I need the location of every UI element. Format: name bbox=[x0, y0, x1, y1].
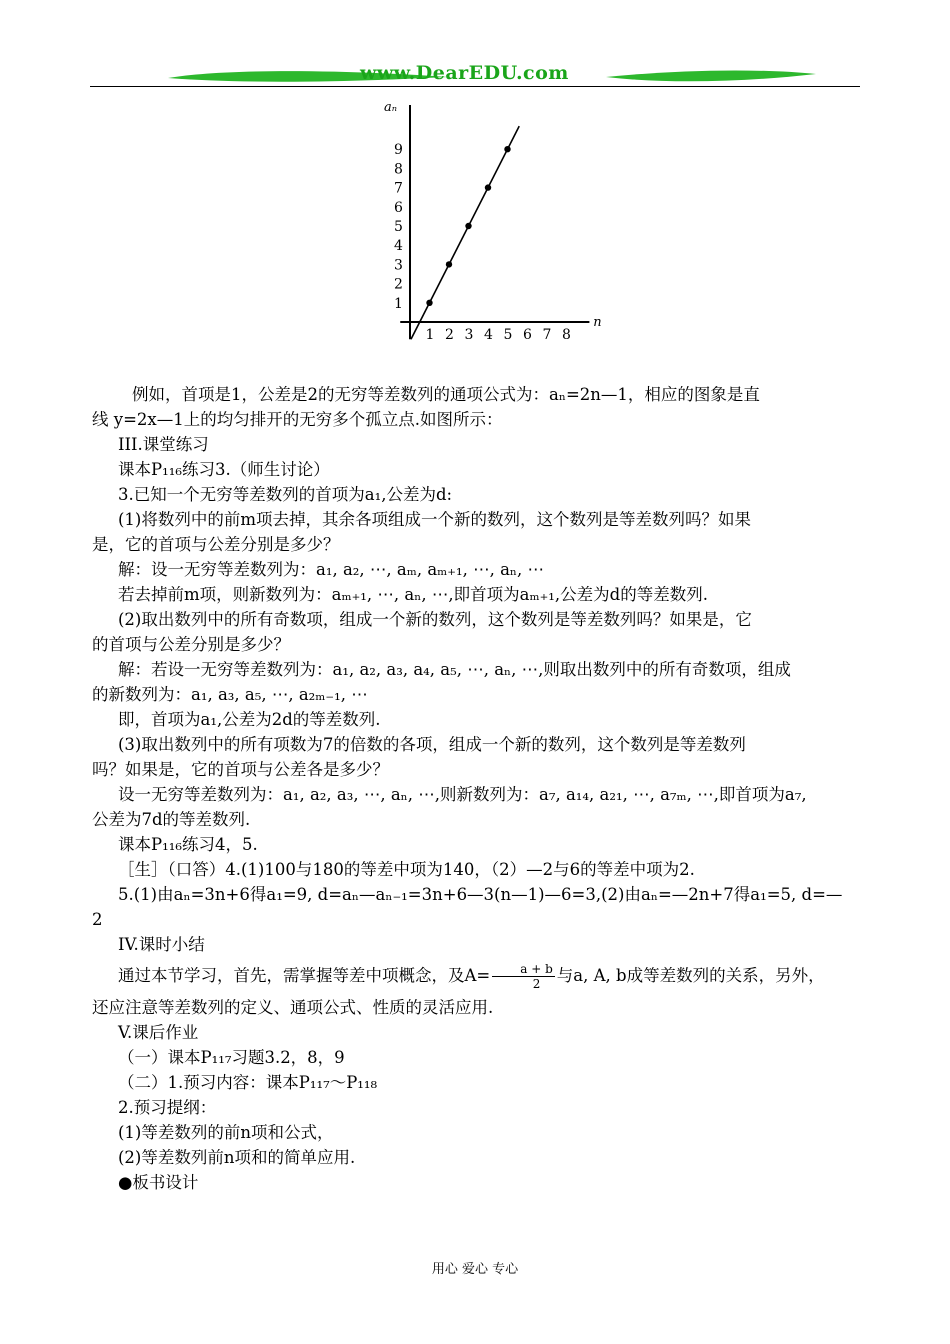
paragraph-line: 即，首项为a₁,公差为2d的等差数列. bbox=[118, 710, 381, 729]
section-heading: III.课堂练习 bbox=[118, 435, 209, 454]
fraction-formula bbox=[492, 962, 555, 991]
y-tick-label: 5 bbox=[394, 219, 403, 235]
document-body bbox=[92, 382, 862, 1195]
paragraph-line: 吗？如果是，它的首项与公差各是多少？ bbox=[92, 760, 389, 779]
x-tick-label: 7 bbox=[542, 327, 552, 343]
y-tick-label: 2 bbox=[394, 276, 403, 293]
y-axis-label: aₙ bbox=[384, 100, 398, 116]
x-tick-label: 1 bbox=[425, 327, 435, 343]
paragraph-line: 2.预习提纲： bbox=[118, 1098, 217, 1117]
sequence-chart bbox=[370, 92, 610, 372]
fraction-denominator: 2 bbox=[532, 977, 541, 991]
paragraph-line: 公差为7d的等差数列. bbox=[92, 810, 251, 829]
header-rule bbox=[90, 86, 860, 87]
paragraph-line bbox=[92, 957, 862, 995]
section-heading: IV.课时小结 bbox=[118, 935, 205, 954]
page-footer: 用心 爱心 专心 bbox=[431, 1262, 519, 1277]
data-point bbox=[426, 300, 432, 306]
y-tick-label: 4 bbox=[394, 238, 403, 255]
x-tick-label: 5 bbox=[503, 327, 513, 343]
x-tick-label: 6 bbox=[523, 327, 532, 343]
paragraph-line: (1)等差数列的前n项和公式， bbox=[118, 1123, 334, 1142]
section-heading: ●板书设计 bbox=[118, 1173, 199, 1192]
summary-text-after: 与a, A, b成等差数列的关系，另外， bbox=[556, 966, 825, 985]
data-point bbox=[504, 146, 510, 152]
y-tick-label: 3 bbox=[394, 257, 403, 274]
paragraph-line: (1)将数列中的前m项去掉，其余各项组成一个新的数列，这个数列是等差数列吗？如果 bbox=[118, 510, 752, 529]
paragraph-line: （一）课本P₁₁₇习题3.2，8，9 bbox=[118, 1048, 345, 1067]
data-point bbox=[446, 261, 452, 267]
paragraph-line: 的首项与公差分别是多少？ bbox=[92, 635, 290, 654]
paragraph-line: (2)等差数列前n项和的简单应用. bbox=[118, 1148, 356, 1167]
paragraph-line: 解：若设一无穷等差数列为：a₁, a₂, a₃, a₄, a₅, ⋯, aₙ, ⋯,则取出数列中的所有奇数项，组成 bbox=[118, 660, 791, 679]
right-leaf-decoration bbox=[606, 68, 816, 84]
paragraph-line: 的新数列为：a₁, a₃, a₅, ⋯, a₂ₘ₋₁, ⋯ bbox=[92, 685, 368, 704]
paragraph-line: 课本P₁₁₆练习4，5. bbox=[118, 835, 258, 854]
data-point bbox=[485, 184, 491, 190]
x-tick-label: 3 bbox=[464, 327, 474, 343]
paragraph-line: 若去掉前m项，则新数列为：aₘ₊₁, ⋯, aₙ, ⋯,即首项为aₘ₊₁,公差为d的等差数列. bbox=[118, 585, 708, 604]
y-tick-label: 6 bbox=[394, 199, 403, 216]
y-tick-label: 8 bbox=[394, 161, 403, 178]
trend-line bbox=[411, 126, 519, 339]
paragraph-line: 2 bbox=[92, 910, 103, 929]
fraction-numerator: a + b bbox=[492, 962, 555, 977]
y-tick-label: 7 bbox=[394, 180, 403, 197]
y-tick-label: 9 bbox=[394, 142, 403, 159]
summary-text-before: 通过本节学习，首先，需掌握等差中项概念，及A= bbox=[118, 966, 491, 985]
paragraph-line: （二）1.预习内容：课本P₁₁₇～P₁₁₈ bbox=[118, 1073, 378, 1092]
paragraph-line: 3.已知一个无穷等差数列的首项为a₁,公差为d: bbox=[118, 485, 453, 504]
x-axis-label: n bbox=[593, 315, 602, 330]
paragraph-line: 线 y=2x—1上的均匀排开的无穷多个孤立点.如图所示： bbox=[92, 410, 503, 429]
x-tick-label: 2 bbox=[445, 327, 454, 343]
x-tick-label: 4 bbox=[484, 327, 493, 343]
section-heading: V.课后作业 bbox=[118, 1023, 199, 1042]
paragraph-line: 是，它的首项与公差分别是多少？ bbox=[92, 535, 340, 554]
paragraph-line: (2)取出数列中的所有奇数项，组成一个新的数列，这个数列是等差数列吗？如果是，它 bbox=[118, 610, 752, 629]
page-header bbox=[90, 62, 860, 92]
paragraph-line: 还应注意等差数列的定义、通项公式、性质的灵活应用. bbox=[92, 998, 494, 1017]
paragraph-line: 例如，首项是1，公差是2的无穷等差数列的通项公式为：aₙ=2n—1，相应的图象是直 bbox=[132, 385, 760, 404]
paragraph-line: 解：设一无穷等差数列为：a₁, a₂, ⋯, aₘ, aₘ₊₁, ⋯, aₙ, ⋯ bbox=[118, 560, 545, 579]
paragraph-line: ［生］（口答）4.(1)100与180的等差中项为140，（2）—2与6的等差中项为2. bbox=[118, 860, 695, 879]
paragraph-line: 5.(1)由aₙ=3n+6得a₁=9, d=aₙ—aₙ₋₁=3n+6—3(n—1)—6=3,(2)由aₙ=—2n+7得a₁=5, d=— bbox=[118, 885, 843, 904]
site-logo-text: www.DearEDU.com bbox=[360, 62, 569, 84]
paragraph-line: 设一无穷等差数列为：a₁, a₂, a₃, ⋯, aₙ, ⋯,则新数列为：a₇, a₁₄, a₂₁, ⋯, a₇ₘ, ⋯,即首项为a₇, bbox=[118, 785, 807, 804]
y-tick-label: 1 bbox=[394, 295, 403, 312]
data-point bbox=[465, 223, 471, 229]
x-tick-label: 8 bbox=[562, 327, 571, 343]
paragraph-line: 课本P₁₁₆练习3.（师生讨论） bbox=[118, 460, 330, 479]
paragraph-line: (3)取出数列中的所有项数为7的倍数的各项，组成一个新的数列，这个数列是等差数列 bbox=[118, 735, 746, 754]
